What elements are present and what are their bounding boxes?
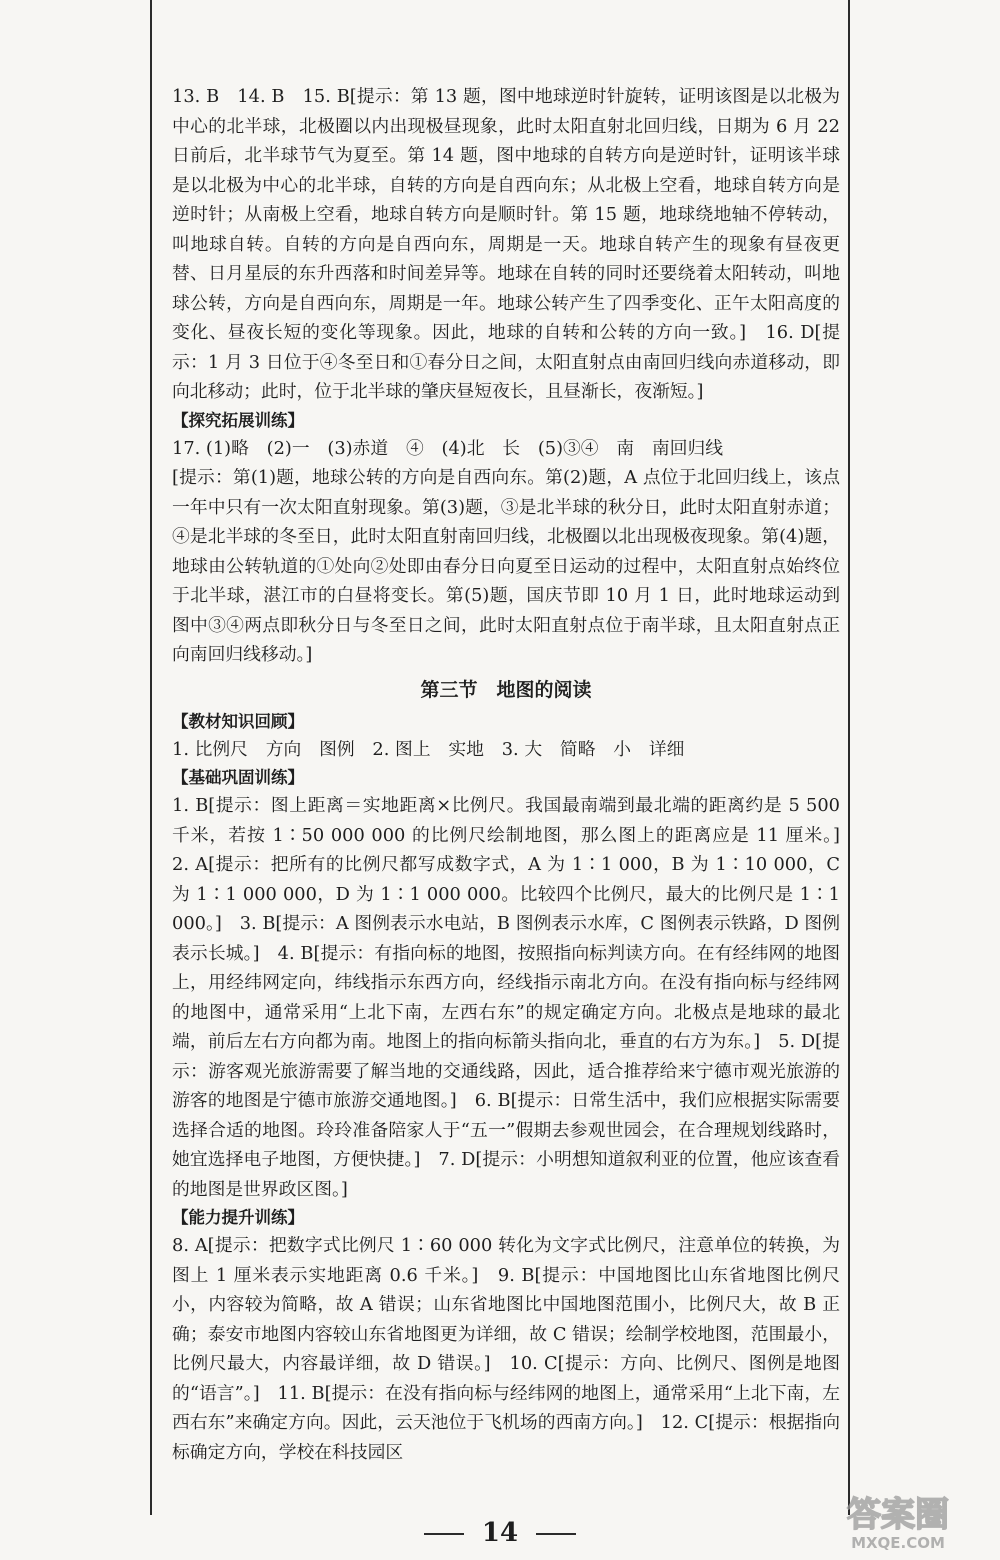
heading-basic: 【基础巩固训练】 (172, 768, 304, 787)
answers-13-16 (172, 82, 840, 407)
basic-answers (172, 791, 858, 1204)
paragraph: 13. B 14. B 15. B[提示：第 13 题，图中地球逆时针旋转，证明该图是以北极为中心的北半球，北极圈以内出现极昼现象，此时太阳直射北回归线，日期为 6 月 22 日前后，北半球节气为夏至。第 14 题，图中地球的自转方向是逆时针，证明该半球是以北极为中心的北半球，自转的方向是自西向东；从北极上空看，地球自转方向是逆时针；从南极上空看，地球自转方向是顺时针。第 15 题，地球绕地轴不停转动，叫地球自转。自转的方向是自西向东，周期是一天。地球自转产生的现象有昼夜更替、日月星辰的东升西落和时间差异等。地球在自转的同时还要绕着太阳转动，叫地球公转，方向是自西向东，周期是一年。地球公转产生了四季变化、正午太阳高度的变化、昼夜长短的变化等现象。因此，地球的自转和公转的方向一致。] 16. D[提示：1 月 3 日位于④冬至日和①春分日之间，太阳直射点由南回归线向赤道移动，即向北移动；此时，位于北半球的肇庆昼短夜长，且昼渐长，夜渐短。] (172, 86, 840, 402)
dash-right (536, 1533, 576, 1535)
watermark-logo (818, 1490, 978, 1552)
page-content (172, 82, 858, 1467)
page-number-text: 14 (481, 1518, 519, 1548)
watermark-url: MXQE.COM (851, 1534, 945, 1552)
review-answers (172, 735, 840, 765)
heading-review: 【教材知识回顾】 (172, 711, 304, 731)
paragraph: 8. A[提示：把数字式比例尺 1∶60 000 转化为文字式比例尺，注意单位的转换，为图上 1 厘米表示实地距离 0.6 千米。] 9. B[提示：中国地图比山东省地图比例尺小，内容较为简略，故 A 错误；山东省地图比中国地图范围小，比例尺大，故 B 正确；泰安市地图内容较山东省地图更为详细，故 C 错误；绘制学校地图，范围最小，比例尺最大，内容最详细，故 D 错误。] 10. C[提示：方向、比例尺、图例是地图的“语言”。] 11. B[提示：在没有指向标与经纬网的地图上，通常采用“上北下南，左西右东”来确定方向。因此，云天池位于飞机场的西南方向。] 12. C[提示：根据指向标确定方向，学校在科技园区 (172, 1235, 840, 1463)
watermark-text: 答案圈 (847, 1495, 949, 1535)
heading-ability: 【能力提升训练】 (172, 1208, 304, 1227)
paragraph: 1. B[提示：图上距离＝实地距离×比例尺。我国最南端到最北端的距离约是 5 500 千米，若按 1∶50 000 000 的比例尺绘制地图，那么图上的距离应是 11 厘米。] 2. A[提示：把所有的比例尺都写成数字式，A 为 1∶1 000，B 为 1∶10 000，C 为 1∶1 000 000，D 为 1∶1 000 000。比较四个比例尺，最大的比例尺是 1∶1 000。] 3. B[提示：A 图例表示水电站，B 图例表示水库，C 图例表示铁路，D 图例表示长城。] 4. B[提示：有指向标的地图，按照指向标判读方向。在有经纬网的地图上，用经纬网定向，纬线指示东西方向，经线指示南北方向。在没有指向标与经纬网的地图中，通常采用“上北下南，左西右东”的规定确定方向。北极点是地球的最北端，前后左右方向都为南。地图上的指向标箭头指向北，垂直的右方为东。] 5. D[提示：游客观光旅游需要了解当地的交通线路，因此，适合推荐给来宁德市观光旅游的游客的地图是宁德市旅游交通地图。] 6. B[提示：日常生活中，我们应根据实际需要选择合适的地图。玲玲准备陪家人于“五一”假期去参观世园会，在合理规划线路时，她宜选择电子地图，方便快捷。] 7. D[提示：小明想知道叙利亚的位置，他应该查看的地图是世界政区图。] (172, 795, 858, 1200)
paragraph: [提示：第(1)题，地球公转的方向是自西向东。第(2)题，A 点位于北回归线上，该点一年中只有一次太阳直射现象。第(3)题，③是北半球的秋分日，此时太阳直射赤道；④是北半球的冬至日，此时太阳直射南回归线，北极圈以北出现极夜现象。第(4)题，地球由公转轨道的①处向②处即由春分日向夏至日运动的过程中，太阳直射点始终位于北半球，湛江市的白昼将变长。第(5)题，国庆节即 10 月 1 日，此时地球运动到图中③④两点即秋分日与冬至日之间，此时太阳直射点位于南半球，且太阳直射点正向南回归线移动。] (172, 467, 840, 665)
answers-17 (172, 434, 840, 670)
dash-left (424, 1533, 464, 1535)
section-title: 第三节 地图的阅读 (420, 678, 592, 701)
paragraph: 1. 比例尺 方向 图例 2. 图上 实地 3. 大 简略 小 详细 (172, 738, 685, 760)
paragraph: 17. (1)略 (2)一 (3)赤道 ④ (4)北 长 (5)③④ 南 南回归线 (172, 437, 724, 459)
ability-answers (172, 1231, 840, 1467)
heading-explore: 【探究拓展训练】 (172, 410, 304, 430)
